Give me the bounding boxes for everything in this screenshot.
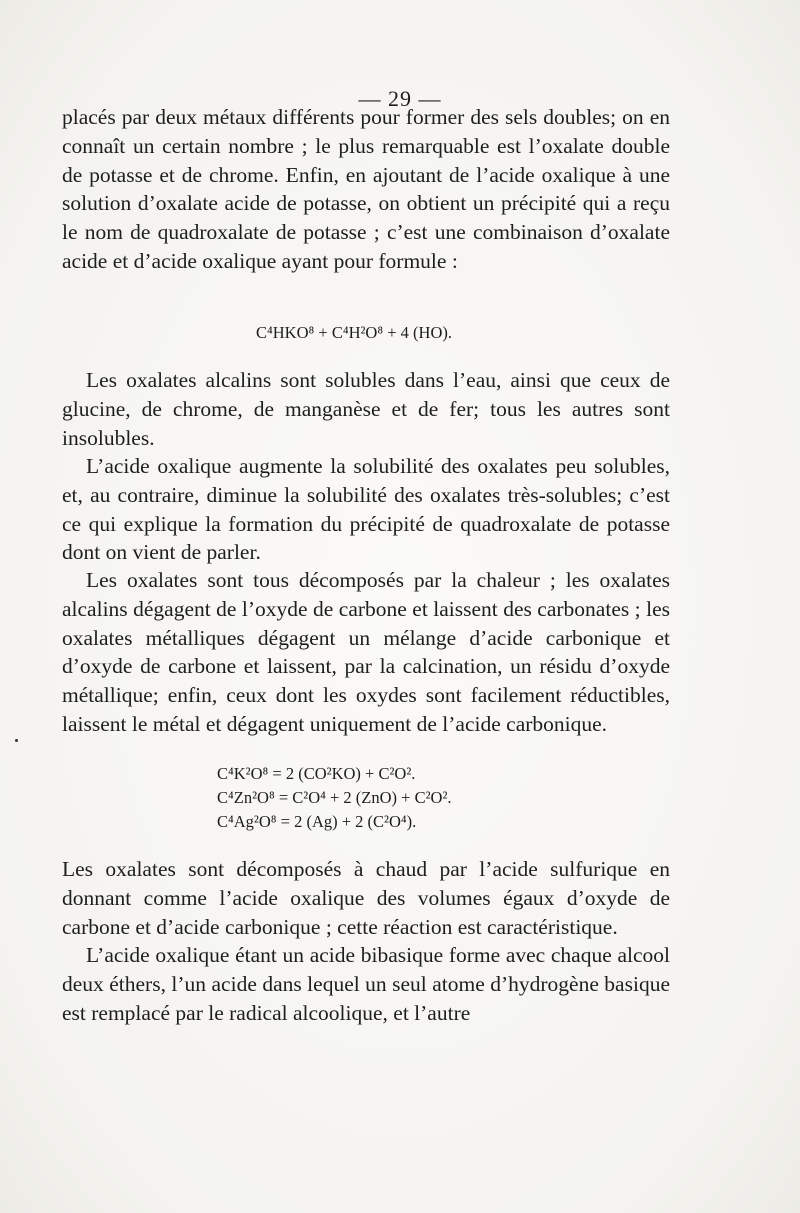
formula-silver-oxalate: C⁴Ag²O⁸ = 2 (Ag) + 2 (C²O⁴). (217, 812, 417, 831)
paragraph-solubility: Les oxalates alcalins sont solubles dans l’eau, ainsi que ceux de glucine, de chrome, de manganèse et de fer; tous les autres sont insolubles. (62, 368, 670, 450)
formula-quadroxalate: C⁴HKO⁸ + C⁴H²O⁸ + 4 (HO). (256, 323, 452, 342)
formula-potassium-oxalate: C⁴K²O⁸ = 2 (CO²KO) + C²O². (217, 764, 416, 783)
paragraph-heat-decomposition: Les oxalates sont tous décomposés par la chaleur ; les oxalates alcalins dégagent de l’oxyde de carbone et laissent des carbonates ; les oxalates métalliques dégagent un mélange d’acide carbonique et d’oxyde de carbone et laissent, par la calcination, un résidu d’oxyde métallique; enfin, ceux dont les oxydes sont facilement réductibles, laissent le métal et dégagent uniquement de l’acide carbonique. (62, 568, 670, 736)
formula-zinc-oxalate: C⁴Zn²O⁸ = C²O⁴ + 2 (ZnO) + C²O². (217, 788, 452, 807)
ink-speck (15, 739, 18, 742)
paragraph-quadroxalate: placés par deux métaux différents pour former des sels doubles; on en connaît un certain nombre ; le plus remarquable est l’oxalate double de potasse et de chrome. Enfin, en ajoutant de l’acide oxalique à une solution d’oxalate acide de potasse, on obtient un précipité qui a reçu le nom de quadroxalate de potasse ; c’est une combinaison d’oxalate acide et d’acide oxalique ayant pour formule : (62, 105, 670, 273)
paragraph-ethers: L’acide oxalique étant un acide bibasique forme avec chaque alcool deux éthers, l’un acide dans lequel un seul atome d’hydrogène basique est remplacé par le radical alcoolique, et l’autre (62, 943, 670, 1025)
paragraph-sulfuric-acid: Les oxalates sont décomposés à chaud par l’acide sulfurique en donnant comme l’acide oxalique des volumes égaux d’oxyde de carbone et d’acide carbonique ; cette réaction est caractéristique. (62, 857, 670, 939)
page-number: — 29 — (358, 86, 442, 111)
paragraph-oxalic-acid-solubility: L’acide oxalique augmente la solubilité des oxalates peu solubles, et, au contraire, diminue la solubilité des oxalates très-solubles; c’est ce qui explique la formation du précipité de quadroxalate de potasse dont on vient de parler. (62, 454, 670, 565)
